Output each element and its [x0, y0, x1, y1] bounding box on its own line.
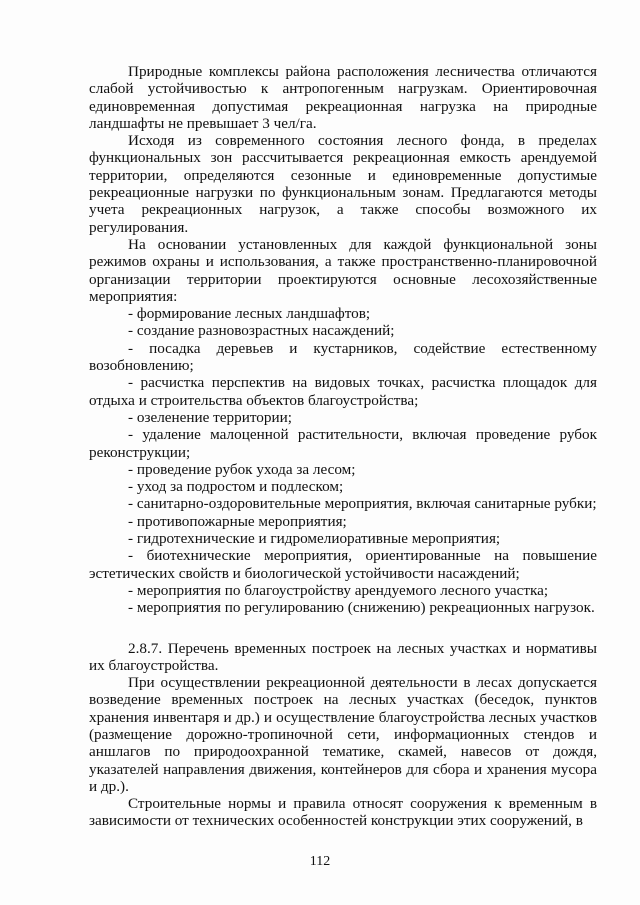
- paragraph: Исходя из современного состояния лесного фонда, в пределах функциональных зон рассчитывается рекреационная емкость арендуемой территории, определяются сезонные и единовременные допустимые рекреационные нагрузки по функциональным зонам. Предлагаются методы учета рекреационных нагрузок, а также способы возможного их регулирования.: [89, 132, 597, 236]
- section-heading: 2.8.7. Перечень временных построек на лесных участках и нормативы их благоустройства.: [89, 639, 597, 674]
- list-item: - озеленение территории;: [128, 408, 292, 426]
- list-item: - биотехнические мероприятия, ориентированные на повышение эстетических свойств и биологической устойчивости насаждений;: [89, 547, 597, 582]
- list-item: - посадка деревьев и кустарников, содействие естественному возобновлению;: [89, 339, 597, 375]
- list-item: - расчистка перспектив на видовых точках, расчистка площадок для отдыха и строительства объектов благоустройства;: [89, 374, 597, 409]
- paragraph: При осуществлении рекреационной деятельности в лесах допускается возведение временных построек на лесных участках (беседок, пунктов хранения инвентаря и др.) и осуществление благоустройства лесных участков (размещение дорожно-тропиночной сети, информационных стендов и аншлагов по природоохранной тематике, скамей, навесов от дождя, указателей направления движения, контейнеров для сбора и хранения мусора и др.).: [89, 674, 597, 795]
- list-item: - санитарно-оздоровительные мероприятия, включая санитарные рубки;: [128, 495, 597, 513]
- list-item: - проведение рубок ухода за лесом;: [128, 460, 356, 478]
- list-item: - создание разновозрастных насаждений;: [128, 322, 395, 340]
- paragraph: Природные комплексы района расположения лесничества отличаются слабой устойчивостью к антропогенным нагрузкам. Ориентировочная единовременная допустимая рекреационная нагрузка на природные ландшафты не превышает 3 чел/га.: [89, 63, 597, 132]
- page-number: 112: [309, 854, 331, 869]
- list-item: - мероприятия по благоустройству арендуемого лесного участка;: [128, 581, 549, 599]
- list-item: - уход за подростом и подлеском;: [128, 478, 344, 496]
- list-item: - мероприятия по регулированию (снижению) рекреационных нагрузок.: [128, 599, 595, 617]
- list-item: - гидротехнические и гидромелиоративные мероприятия;: [128, 530, 501, 548]
- list-item: - противопожарные мероприятия;: [128, 512, 347, 530]
- measures-list: [89, 305, 597, 616]
- list-item: - удаление малоценной растительности, включая проведение рубок реконструкции;: [89, 426, 597, 461]
- document-body: [89, 63, 597, 830]
- paragraph: Строительные нормы и правила относят сооружения к временным в зависимости от технических особенностей конструкции этих сооружений, в: [89, 795, 597, 830]
- list-item: - формирование лесных ландшафтов;: [128, 305, 371, 323]
- paragraph: На основании установленных для каждой функциональной зоны режимов охраны и использования, а также пространственно-планировочной организации территории проектируются основные лесохозяйственные мероприятия:: [89, 235, 597, 305]
